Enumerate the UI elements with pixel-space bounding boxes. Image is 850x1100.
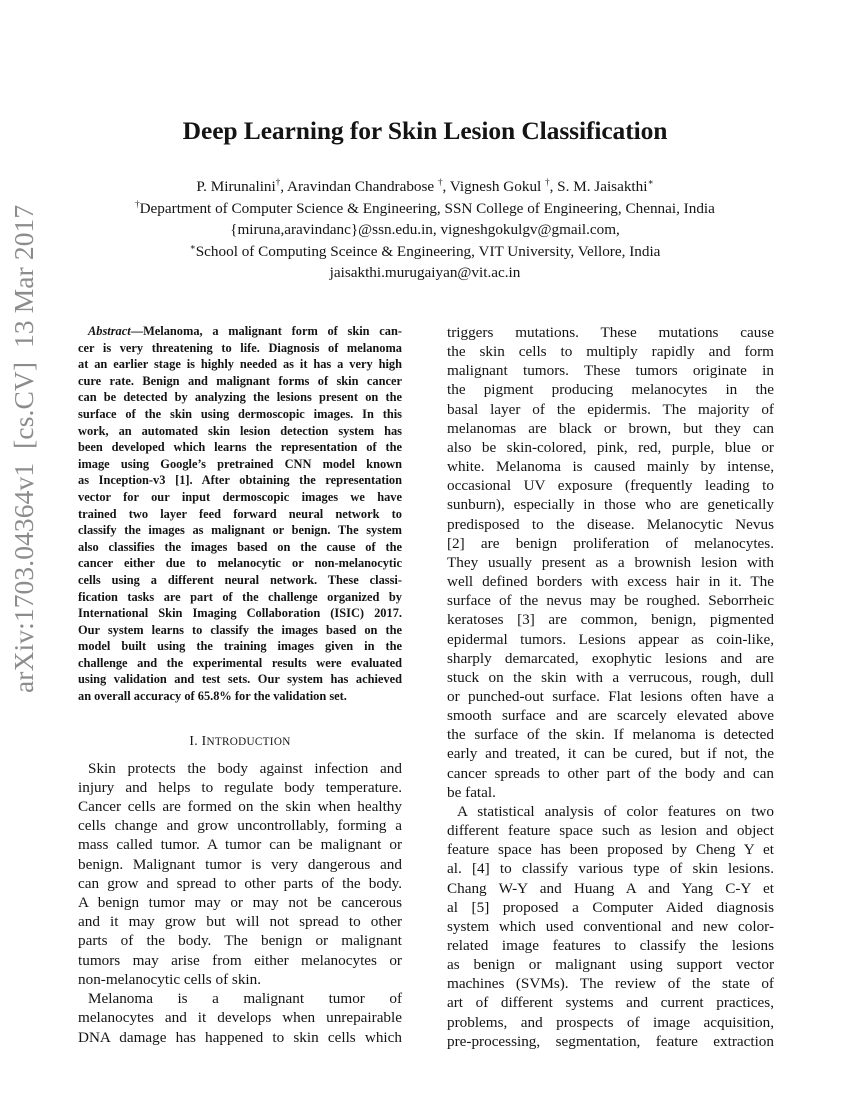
text-line: tumors may arise from either melanocytes or: [78, 951, 402, 969]
text-line: Melanoma is a malignant tumor of: [88, 990, 402, 1008]
text-line: epidermal tumors. Lesions appear as coin-like,: [447, 630, 774, 648]
text-line: art of different systems and current practices,: [447, 994, 774, 1012]
abstract-line: challenge and the experimental results were evaluated: [78, 655, 402, 670]
abstract-line: cure rate. Benign and malignant forms of skin cancer: [78, 373, 402, 388]
emails-ssn: [0, 219, 850, 241]
abstract-line: Our system learns to classify the images based on the: [78, 622, 402, 637]
text-line: A benign tumor may or may not be cancerous: [78, 894, 402, 912]
affiliation-mark: †: [135, 198, 140, 209]
text-line: feature space has been proposed by Cheng Y et: [447, 841, 774, 859]
text-line: as benign or malignant using support vector: [447, 956, 774, 974]
abstract-line: at an earlier stage is highly needed as it has a very high: [78, 357, 402, 372]
introduction-body-left: [78, 759, 402, 1047]
text-line: mass called tumor. A tumor can be malignant or: [78, 836, 402, 854]
abstract-line: as Inception-v3 [1]. After obtaining the representation: [78, 473, 402, 488]
author-name: , S. M. Jaisakthi: [549, 178, 648, 195]
abstract-line: surface of the skin using dermoscopic images. In this: [78, 406, 402, 421]
text-line: occasional UV exposure (frequently leading to: [447, 477, 774, 495]
section-number: I.: [189, 732, 198, 748]
text-line: machines (SVMs). The review of the state of: [447, 975, 774, 993]
text-line: [2] are benign proliferation of melanocytes.: [447, 534, 774, 552]
abstract-line: cer is very threatening to life. Diagnosis of melanoma: [78, 340, 402, 355]
text-line: the pigment producing melanocytes in the: [447, 381, 774, 399]
text-line: injury and helps to regulate body temperature.: [78, 778, 402, 796]
text-line: sharply demarcated, exophytic lesions and are: [447, 649, 774, 667]
text-line: early and treated, it can be cured, but if not, the: [447, 745, 774, 763]
affiliation-mark: †: [275, 177, 281, 187]
text-line: sunburn), especially in those who are genetically: [447, 496, 774, 514]
email-text: {miruna,aravindanc}@ssn.edu.in, vigneshgokulgv@gmail.com,: [230, 221, 620, 238]
abstract-line: using validation and test sets. Our system has achieved: [78, 672, 402, 687]
section-title-initial: I: [201, 732, 207, 748]
arxiv-stamp: arXiv:1703.04364v1 [cs.CV] 13 Mar 2017: [8, 204, 39, 693]
text-line: can grow and spread to other parts of the body.: [78, 874, 402, 892]
abstract-line: vector for our input dermoscopic images we have: [78, 489, 402, 504]
text-line: Chang W-Y and Huang A and Yang C-Y et: [447, 879, 774, 897]
text-line: melanomas are black or brown, but they can: [447, 419, 774, 437]
abstract-line: can be detected by analyzing the lesions present on the: [78, 390, 402, 405]
text-line: the skin cells to multiply rapidly and form: [447, 343, 774, 361]
text-line: al. [4] to classify various type of skin lesions.: [447, 860, 774, 878]
section-title-rest: NTRODUCTION: [206, 735, 291, 748]
paragraph: [447, 323, 774, 802]
abstract-line: fication tasks are part of the challenge organized by: [78, 589, 402, 604]
section-title: [202, 733, 291, 748]
authors-line: [0, 176, 850, 198]
text-line: also be skin-colored, pink, red, purple, blue or: [447, 438, 774, 456]
left-column: [78, 323, 402, 1047]
affiliation-text: School of Computing Sceince & Engineering, VIT University, Vellore, India: [195, 242, 661, 260]
author-name: P. Mirunalini: [196, 178, 276, 195]
text-line: well defined borders with excess hair in it. The: [447, 573, 774, 591]
text-line: different feature space such as lesion and object: [447, 822, 774, 840]
abstract-line: cells using a different neural network. These classi-: [78, 572, 402, 587]
paragraph: [78, 989, 402, 1047]
abstract-line: cancer either due to melanocytic or non-melanocytic: [78, 556, 402, 571]
text-line: keratoses [3] are common, benign, pigmented: [447, 611, 774, 629]
affiliation-mark: †: [437, 177, 443, 187]
text-line: and it may grow but will not spread to other: [78, 913, 402, 931]
introduction-body-right: [447, 323, 774, 1051]
text-line: white. Melanoma is caused mainly by intense,: [447, 458, 774, 476]
abstract: [78, 323, 402, 705]
text-line: related image features to classify the lesions: [447, 937, 774, 954]
affiliation-text: Department of Computer Science & Engineering, SSN College of Engineering, Chennai, India: [139, 199, 715, 217]
text-line: triggers mutations. These mutations cause: [447, 324, 774, 341]
affiliation-vit: [0, 241, 850, 263]
email-vit: [0, 262, 850, 284]
text-line: Skin protects the body against infection and: [88, 759, 402, 777]
affiliation-mark: ∗: [189, 241, 196, 252]
abstract-line: model built using the training images given in the: [78, 639, 402, 654]
text-line: basal layer of the epidermis. The majority of: [447, 400, 774, 418]
affiliation-mark: ∗: [647, 177, 654, 187]
affiliation-ssn: [0, 198, 850, 220]
abstract-line: work, an automated skin lesion detection system has: [78, 423, 402, 438]
text-line: benign. Malignant tumor is very dangerous and: [78, 855, 402, 873]
author-name: , Vignesh Gokul: [442, 178, 546, 195]
text-line: cells change and grow uncontrollably, forming a: [78, 817, 402, 835]
abstract-line: International Skin Imaging Collaboration (ISIC) 2017.: [78, 606, 402, 621]
abstract-line: classify the images as malignant or benign. The system: [78, 523, 402, 538]
text-line: system which used conventional and new color-: [447, 917, 774, 935]
abstract-line: image using Google’s pretrained CNN model known: [78, 456, 402, 471]
author-block: [0, 176, 850, 284]
text-line: surface of the nevus may be roughed. Seborrheic: [447, 592, 774, 610]
abstract-line: Abstract—Melanoma, a malignant form of skin can-: [88, 324, 402, 338]
text-line: stuck on the skin with a verrucous, rough, dull: [447, 668, 774, 686]
text-line: predisposed to the disease. Melanocytic Nevus: [447, 515, 774, 533]
text-line: cancer spreads to other part of the body and can: [447, 764, 774, 782]
abstract-line: an overall accuracy of 65.8% for the validation set.: [78, 689, 347, 704]
text-line: melanocytes and it develops when unrepairable: [78, 1009, 402, 1027]
paragraph: [447, 802, 774, 1051]
text-line: or punched-out surface. Flat lesions often have a: [447, 687, 774, 705]
paper-title: Deep Learning for Skin Lesion Classification: [182, 116, 668, 145]
text-line: parts of the body. The benign or malignant: [78, 932, 402, 950]
affiliation-mark: †: [545, 177, 550, 187]
section-heading-introduction: [78, 733, 402, 749]
text-line: the surface of the skin. If melanoma is detected: [447, 726, 774, 744]
text-line: al [5] proposed a Computer Aided diagnosis: [447, 898, 774, 916]
text-line: problems, and prospects of image acquisition,: [447, 1013, 774, 1031]
text-line: DNA damage has happened to skin cells which: [78, 1028, 402, 1046]
abstract-line: trained two layer feed forward neural network to: [78, 506, 402, 521]
text-line: A statistical analysis of color features on two: [457, 802, 774, 820]
text-line: be fatal.: [447, 783, 496, 801]
abstract-label: Abstract: [88, 324, 131, 338]
right-column: [447, 323, 774, 1051]
paragraph: [78, 759, 402, 989]
text-line: smooth surface and are scarcely elevated above: [447, 707, 774, 725]
text-line: malignant tumors. These tumors originate in: [447, 362, 774, 380]
abstract-line: also classifies the images based on the cause of the: [78, 539, 402, 554]
abstract-line: been developed which learns the representation of the: [78, 440, 402, 455]
text-line: non-melanocytic cells of skin.: [78, 970, 262, 988]
text-line: They usually present as a brownish lesion with: [447, 553, 774, 571]
author-name: , Aravindan Chandrabose: [280, 178, 438, 195]
email-text: jaisakthi.murugaiyan@vit.ac.in: [329, 264, 521, 281]
text-line: Cancer cells are formed on the skin when healthy: [78, 798, 402, 816]
text-line: pre-processing, segmentation, feature extraction: [447, 1032, 774, 1050]
